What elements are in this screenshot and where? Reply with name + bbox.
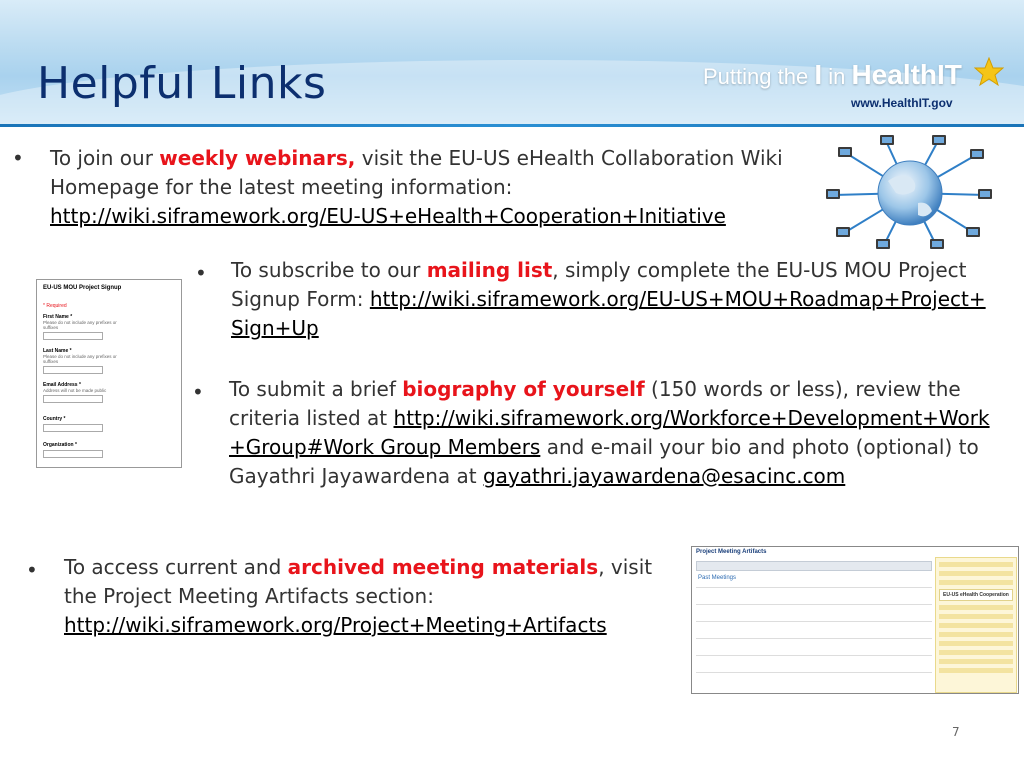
form-title: EU-US MOU Project Signup	[43, 285, 122, 291]
form-field-first-name: First Name * Please do not include any prefixes or suffixes	[43, 314, 133, 340]
form-field-organization: Organization *	[43, 442, 133, 458]
signup-form-screenshot	[36, 279, 182, 468]
meeting-artifacts-screenshot	[691, 546, 1019, 694]
slide-title: Helpful Links	[37, 58, 327, 109]
page-number: 7	[952, 725, 960, 739]
form-field-country: Country *	[43, 416, 133, 432]
healthit-logo[interactable]	[703, 53, 1003, 113]
highlight-meeting-materials: archived meeting materials	[287, 555, 599, 579]
form-field-last-name: Last Name * Please do not include any prefixes or suffixes	[43, 348, 133, 374]
artifacts-nav-bar	[696, 561, 932, 571]
highlight-biography: biography of yourself	[402, 377, 645, 401]
link-workforce-group[interactable]: http://wiki.siframework.org/Workforce+Development+Work+Group#Work Group Members	[229, 406, 990, 459]
link-signup-form[interactable]: http://wiki.siframework.org/EU-US+MOU+Roadmap+Project+Sign+Up	[231, 287, 986, 340]
bullet-icon: •	[195, 261, 207, 285]
bullet-meeting-materials: To access current and archived meeting materials, visit the Project Meeting Artifacts section: http://wiki.siframework.org/Project+Meeting+Artifacts	[64, 555, 653, 637]
artifacts-title: Project Meeting Artifacts	[696, 549, 767, 555]
star-icon	[974, 57, 1004, 87]
form-field-email: Email Address * Address will not be made public	[43, 382, 133, 403]
bullet-icon: •	[12, 146, 24, 170]
link-meeting-artifacts[interactable]: http://wiki.siframework.org/Project+Meeting+Artifacts	[64, 613, 607, 637]
artifacts-sidebar	[935, 557, 1017, 693]
highlight-webinars: weekly webinars,	[159, 146, 356, 170]
healthit-tagline: Putting the I in HealthIT	[703, 59, 962, 90]
healthit-url: www.HealthIT.gov	[851, 96, 953, 110]
network-globe-image	[826, 133, 994, 251]
artifacts-side-heading: EU-US eHealth Cooperation	[939, 589, 1013, 601]
highlight-mailing-list: mailing list	[426, 258, 553, 282]
link-ehealth-wiki[interactable]: http://wiki.siframework.org/EU-US+eHealth+Cooperation+Initiative	[50, 204, 726, 228]
bullet-icon: •	[192, 380, 204, 404]
bullet-webinars: To join our weekly webinars, visit the EU-US eHealth Collaboration Wiki Homepage for the latest meeting information: http://wiki.siframework.org/EU-US+eHealth+Cooperation+Initiative	[50, 146, 783, 228]
header-divider	[0, 124, 1024, 127]
bullet-mailing-list: To subscribe to our mailing list, simply complete the EU-US MOU Project Signup Form: http://wiki.siframework.org/EU-US+MOU+Roadmap+Project+Sign+Up	[231, 258, 986, 340]
artifacts-table	[696, 587, 932, 691]
link-email-gayathri[interactable]: gayathri.jayawardena@esacinc.com	[482, 464, 846, 488]
artifacts-subtitle: Past Meetings	[698, 575, 737, 581]
bullet-icon: •	[26, 558, 38, 582]
bullet-biography: To submit a brief biography of yourself (150 words or less), review the criteria listed at http://wiki.siframework.org/Workforce+Development+Work+Group#Work Group Members and e-mail your bio and photo (optional) to Gayathri Jayawardena at gayathri.jayawardena@esacinc.com	[229, 377, 990, 488]
form-required-note: * Required	[43, 303, 67, 309]
